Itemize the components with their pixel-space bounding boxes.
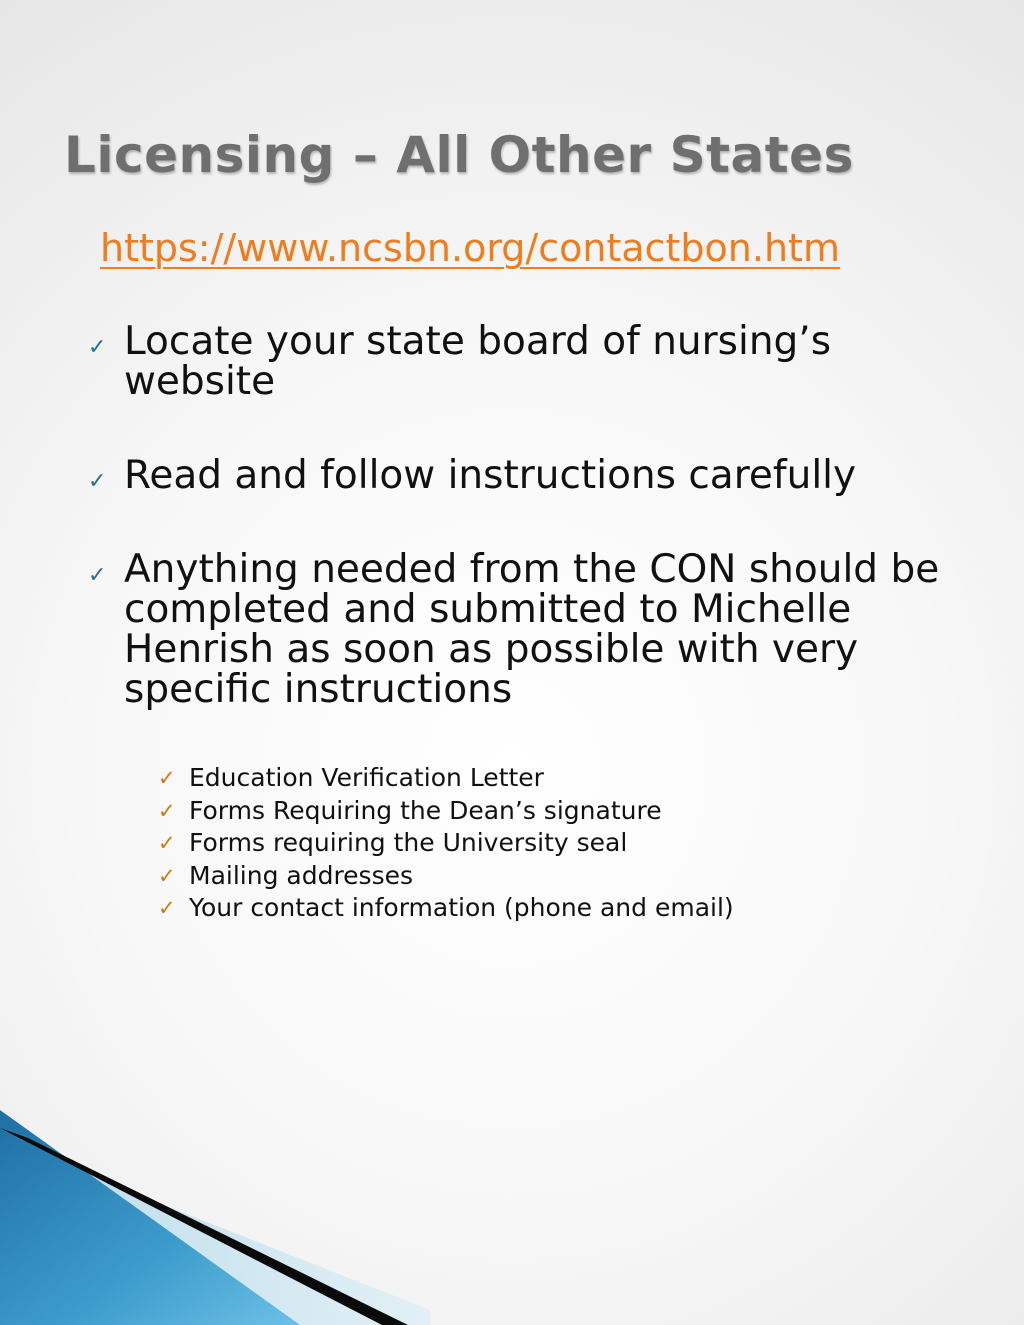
checkmark-icon: ✓ (88, 469, 107, 494)
bullet-item (88, 547, 968, 712)
sub-bullet-text: Education Verification Letter (189, 763, 544, 792)
checkmark-icon: ✓ (158, 766, 176, 790)
checkmark-icon: ✓ (158, 896, 176, 920)
sub-bullet-text: Forms Requiring the Dean’s signature (189, 795, 662, 825)
corner-blue-band (0, 1110, 300, 1325)
checkmark-icon: ✓ (158, 863, 176, 888)
sub-bullet-text: Forms requiring the University seal (189, 828, 628, 857)
bullet-item (88, 319, 968, 404)
slide-title: Licensing – All Other States (64, 126, 854, 184)
checkmark-icon: ✓ (88, 563, 107, 588)
bullet-text: Anything needed from the CON should be completed and submitted to Michelle Henrish as soon as possible with very specific instructions (124, 547, 940, 712)
sub-bullet-text: Your contact information (phone and email) (189, 893, 734, 922)
checkmark-icon: ✓ (88, 335, 107, 360)
sub-bullet-item (158, 795, 734, 828)
sub-bullet-item (158, 762, 734, 795)
checkmark-icon: ✓ (158, 798, 176, 823)
bullet-item (88, 453, 968, 498)
sub-bullet-item (158, 892, 734, 925)
sub-bullet-item (158, 860, 734, 893)
main-bullet-list (88, 319, 968, 764)
sub-bullet-item (158, 827, 734, 860)
sub-bullet-list (158, 762, 734, 925)
sub-bullet-text: Mailing addresses (189, 860, 414, 890)
ncsbn-link[interactable]: https://www.ncsbn.org/contactbon.htm (100, 226, 840, 270)
checkmark-icon: ✓ (158, 831, 176, 855)
bullet-text: Locate your state board of nursing’s website (124, 319, 832, 404)
bullet-text: Read and follow instructions carefully (124, 453, 857, 498)
corner-swoosh-decoration (0, 1110, 430, 1325)
